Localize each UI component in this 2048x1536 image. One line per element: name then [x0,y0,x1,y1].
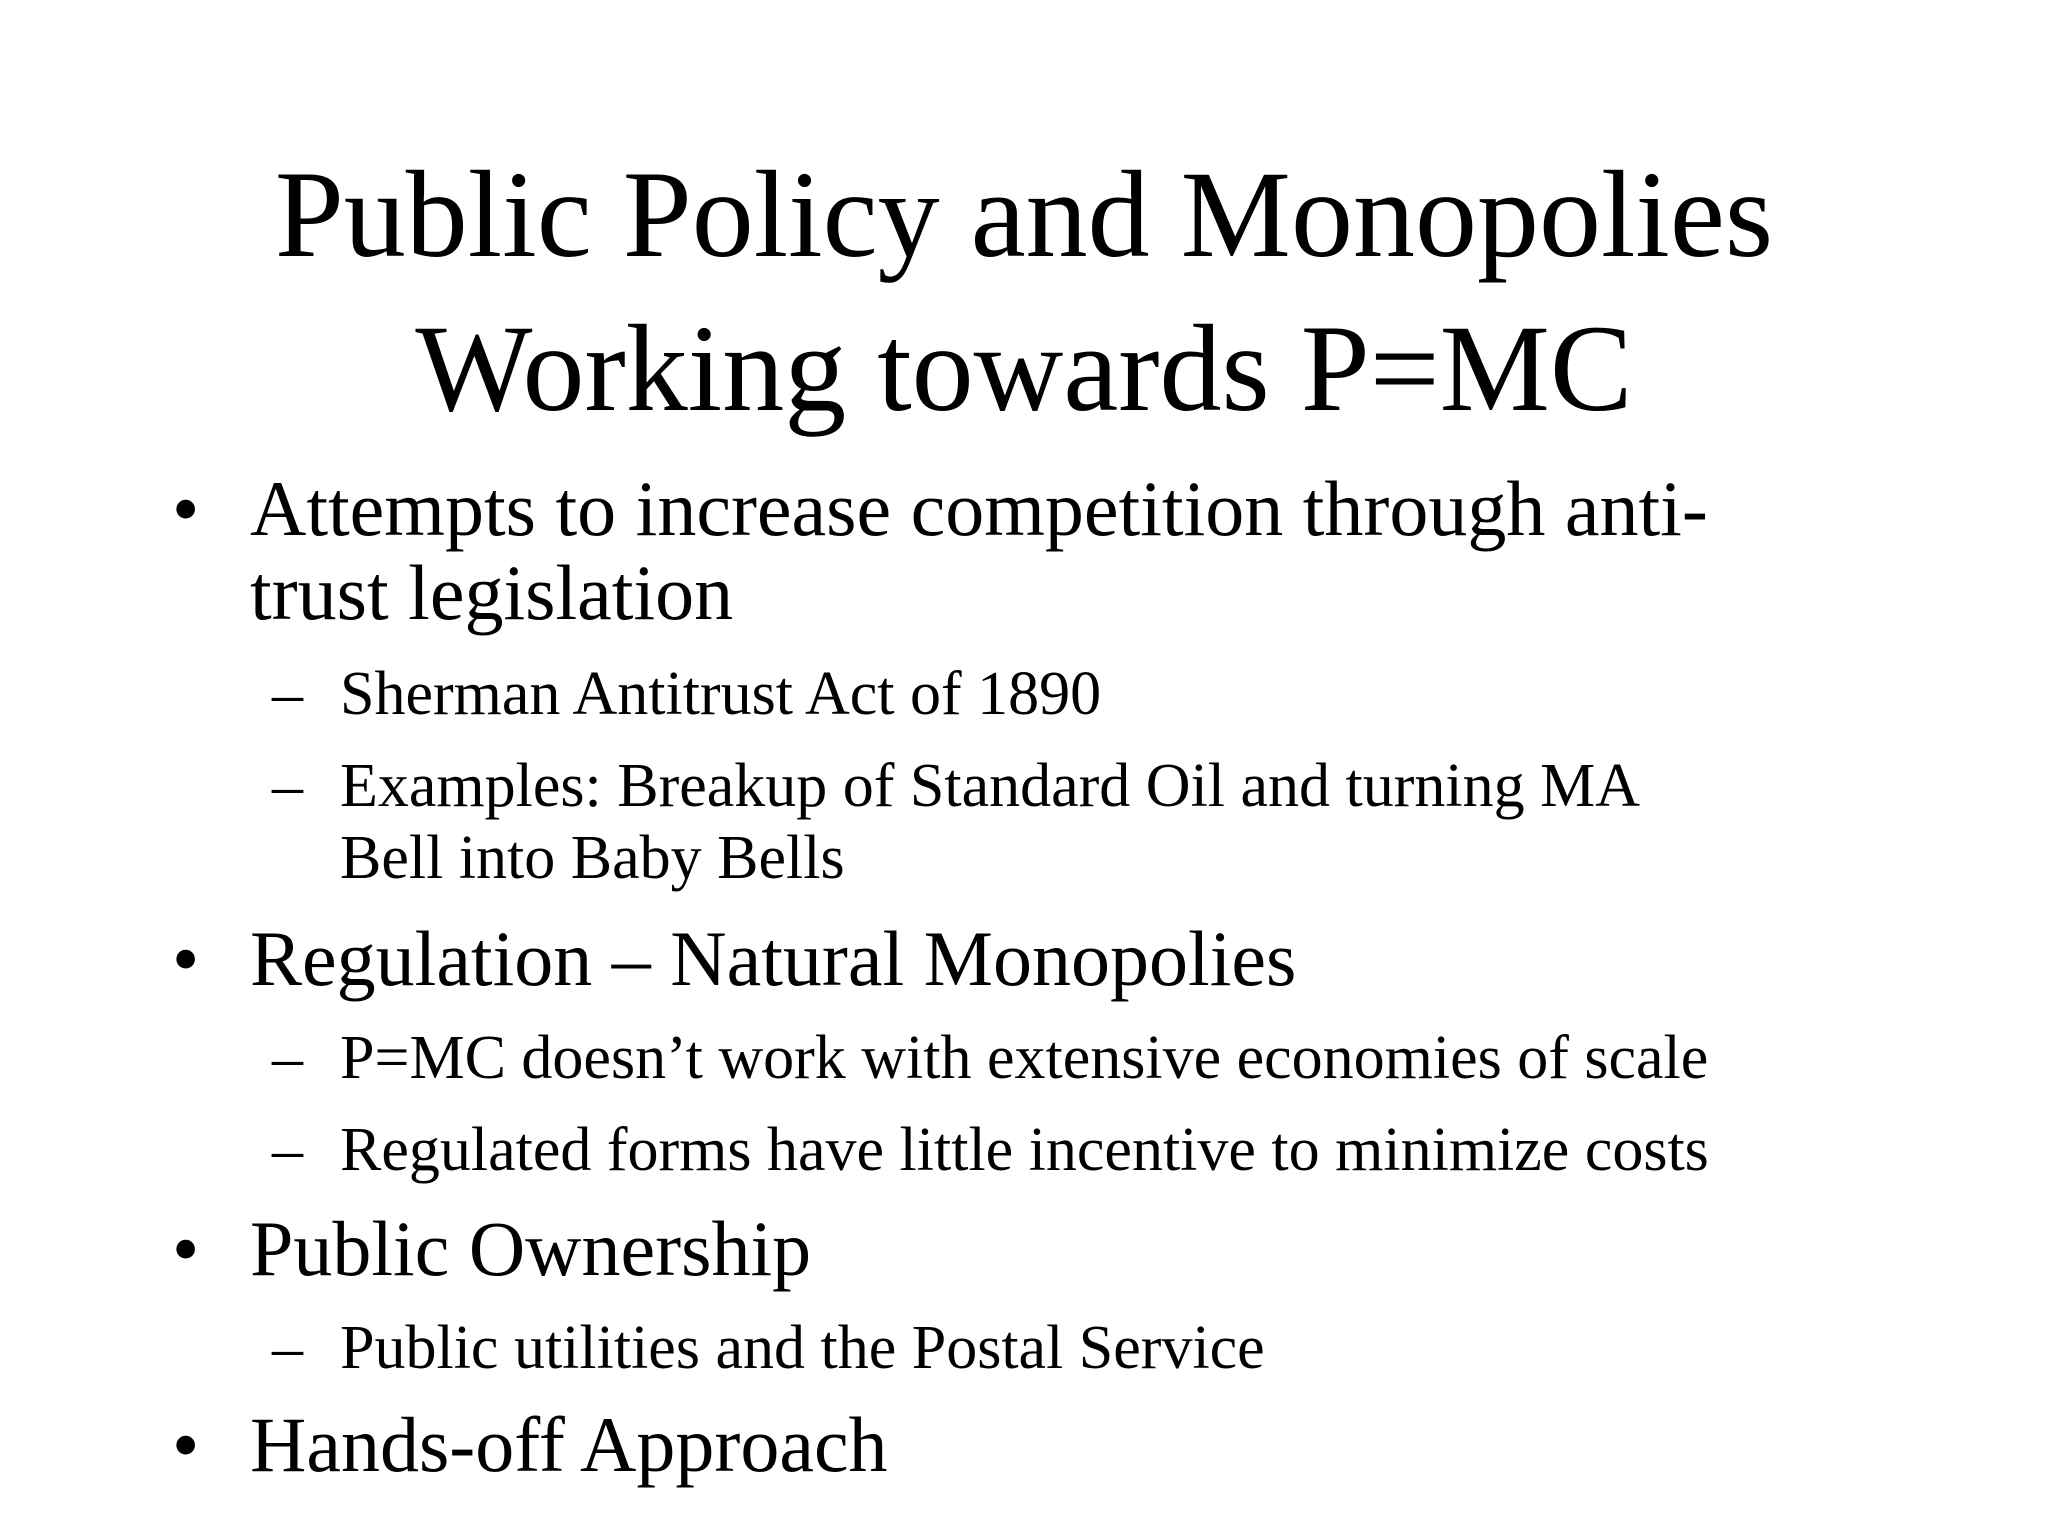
sub-bullet-marker: – [272,1116,303,1184]
bullet-marker: • [172,915,200,1002]
bullet-1-line-1: Attempts to increase competition through anti- [250,465,1708,552]
bullet-1-sub-1: Sherman Antitrust Act of 1890 [340,660,1102,728]
bullet-marker: • [172,465,200,552]
bullet-2-sub-1: P=MC doesn’t work with extensive economies of scale [340,1024,1709,1092]
bullet-2-sub-2: Regulated forms have little incentive to minimize costs [340,1116,1709,1184]
bullet-1-sub-2-line-1: Examples: Breakup of Standard Oil and turning MA [340,752,1641,820]
sub-bullet-marker: – [272,1024,303,1092]
bullet-1-sub-2-line-2: Bell into Baby Bells [340,824,845,892]
bullet-marker: • [172,1401,200,1488]
bullet-3-line-1: Public Ownership [250,1205,812,1292]
sub-bullet-marker: – [272,752,303,820]
bullet-2-line-1: Regulation – Natural Monopolies [250,915,1297,1002]
bullet-4-line-1: Hands-off Approach [250,1401,888,1488]
bullet-1-line-2: trust legislation [250,549,734,636]
bullet-marker: • [172,1205,200,1292]
bullet-3-sub-1: Public utilities and the Postal Service [340,1314,1265,1382]
sub-bullet-marker: – [272,660,303,728]
title-line-1: Public Policy and Monopolies [274,146,1774,283]
sub-bullet-marker: – [272,1314,303,1382]
title-line-2: Working towards P=MC [415,300,1633,437]
